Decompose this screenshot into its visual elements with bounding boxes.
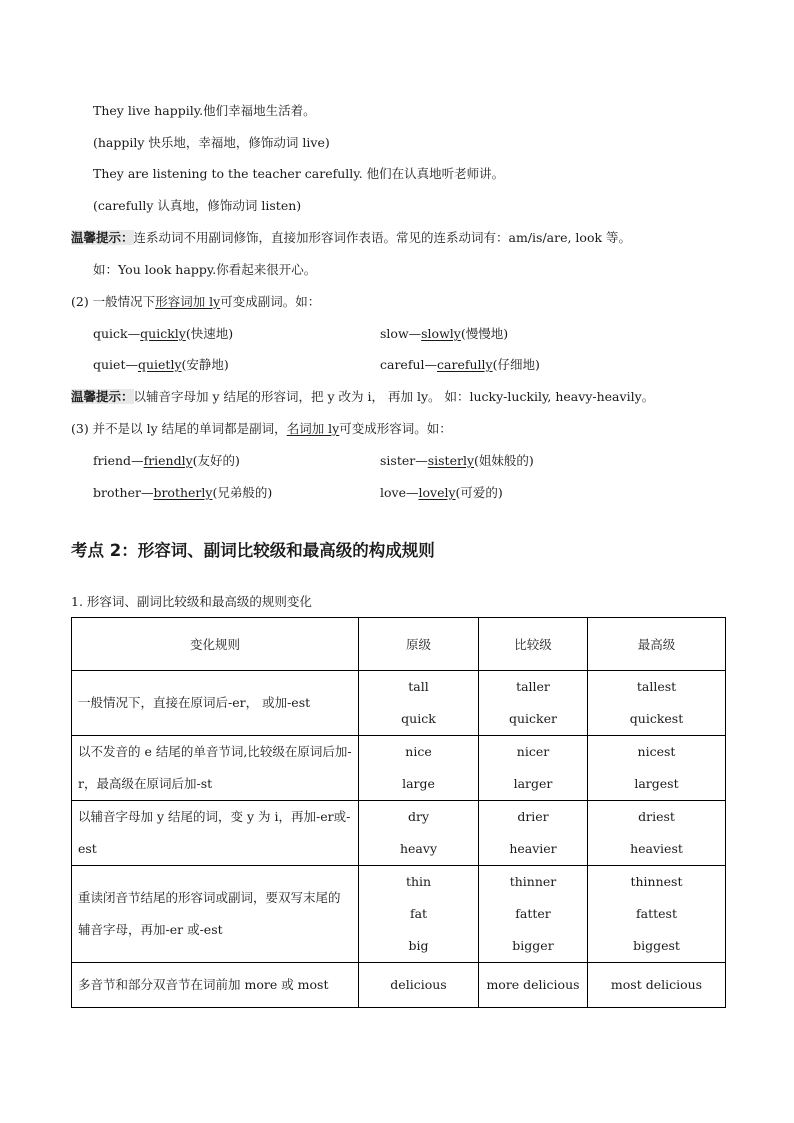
word-meaning: (安静地) bbox=[181, 357, 229, 372]
word-meaning: (友好的) bbox=[192, 453, 240, 468]
cell-word: quicker bbox=[509, 711, 557, 726]
cell-word: thin bbox=[405, 874, 432, 889]
cell-word: taller bbox=[516, 679, 550, 694]
base-cell bbox=[359, 866, 479, 963]
superlative-cell bbox=[588, 963, 726, 1008]
cell-word: big bbox=[408, 938, 429, 953]
cell-word: fattest bbox=[636, 906, 677, 921]
word-base: sister bbox=[380, 453, 416, 468]
cell-word: quickest bbox=[629, 711, 684, 726]
rule-2-heading bbox=[71, 294, 320, 310]
cell-word: large bbox=[402, 776, 435, 791]
word-meaning: (快速地) bbox=[185, 326, 234, 341]
example-note-2: (carefully 认真地，修饰动词 listen) bbox=[93, 198, 302, 213]
word-derived: slowly bbox=[421, 326, 461, 341]
word-base: slow bbox=[380, 326, 409, 341]
word-pair bbox=[93, 326, 233, 342]
cell-word: delicious bbox=[390, 977, 447, 992]
cell-word: largest bbox=[634, 776, 679, 791]
superlative-cell bbox=[588, 801, 726, 866]
tip-1 bbox=[71, 230, 631, 246]
tip-text: 以辅音字母加 y 结尾的形容词，把 y 改为 i， 再加 ly。 如：lucky-luckily, heavy-heavily。 bbox=[133, 389, 655, 404]
comparative-cell bbox=[479, 866, 588, 963]
word-base: quick bbox=[93, 326, 128, 341]
cell-word: tallest bbox=[636, 679, 677, 694]
comparison-table bbox=[71, 617, 726, 1008]
comparative-cell bbox=[479, 736, 588, 801]
word-pair bbox=[93, 485, 272, 501]
table-row bbox=[72, 963, 726, 1008]
table-row bbox=[72, 671, 726, 736]
header-comparative: 比较级 bbox=[479, 618, 588, 671]
dash: — bbox=[140, 485, 154, 500]
cell-word: driest bbox=[638, 809, 675, 824]
dash: — bbox=[125, 357, 138, 372]
rule-text-post: 可变成形容词。如： bbox=[339, 421, 452, 436]
word-meaning: (兄弟般的) bbox=[212, 485, 273, 500]
rule-cell: 多音节和部分双音节在词前加 more 或 most bbox=[72, 963, 359, 1008]
dash: — bbox=[424, 357, 438, 372]
base-cell bbox=[359, 801, 479, 866]
rule-cell: 以辅音字母加 y 结尾的词，变 y 为 i，再加-er或-est bbox=[72, 801, 359, 866]
word-base: careful bbox=[380, 357, 425, 372]
superlative-cell bbox=[588, 866, 726, 963]
cell-word: larger bbox=[513, 776, 553, 791]
cell-word: biggest bbox=[633, 938, 680, 953]
word-pair bbox=[380, 453, 534, 469]
rule-cell: 重读闭音节结尾的形容词或副词，要双写末尾的辅音字母，再加-er 或-est bbox=[72, 866, 359, 963]
word-meaning: (慢慢地) bbox=[460, 326, 509, 341]
dash: — bbox=[131, 453, 144, 468]
tip-2 bbox=[71, 389, 654, 405]
comparative-cell bbox=[479, 671, 588, 736]
rule-keyword: 名词加 ly bbox=[286, 421, 340, 436]
header-base: 原级 bbox=[359, 618, 479, 671]
tip-text: 连系动词不用副词修饰，直接加形容词作表语。常见的连系动词有：am/is/are, look 等。 bbox=[133, 230, 632, 245]
rule-text-post: 可变成副词。如： bbox=[220, 294, 321, 309]
rule-3-heading bbox=[71, 421, 452, 437]
cell-word: bigger bbox=[512, 938, 554, 953]
cell-word: drier bbox=[517, 809, 549, 824]
dash: — bbox=[127, 326, 141, 341]
cell-word: thinner bbox=[509, 874, 557, 889]
superlative-cell bbox=[588, 671, 726, 736]
word-meaning: (仔细地) bbox=[492, 357, 540, 372]
header-rule: 变化规则 bbox=[72, 618, 359, 671]
base-cell bbox=[359, 671, 479, 736]
word-pair bbox=[93, 357, 229, 373]
word-meaning: (可爱的) bbox=[455, 485, 503, 500]
word-base: love bbox=[380, 485, 406, 500]
rule-cell: 以不发音的 e 结尾的单音节词,比较级在原词后加-r，最高级在原词后加-st bbox=[72, 736, 359, 801]
table-row bbox=[72, 866, 726, 963]
cell-word: nice bbox=[405, 744, 432, 759]
example-sentence-2: They are listening to the teacher carefully. 他们在认真地听老师讲。 bbox=[93, 166, 505, 181]
cell-word: nicer bbox=[516, 744, 550, 759]
table-header-row bbox=[72, 618, 726, 671]
table-row bbox=[72, 801, 726, 866]
rule-cell: 一般情况下，直接在原词后-er， 或加-est bbox=[72, 671, 359, 736]
word-base: friend bbox=[93, 453, 132, 468]
cell-word: heavier bbox=[509, 841, 557, 856]
header-superlative: 最高级 bbox=[588, 618, 726, 671]
word-pair bbox=[380, 357, 540, 373]
cell-word: fatter bbox=[515, 906, 551, 921]
section-title: 考点 2：形容词、副词比较级和最高级的构成规则 bbox=[71, 541, 435, 560]
cell-word: more delicious bbox=[486, 977, 580, 992]
dash: — bbox=[408, 326, 422, 341]
dash: — bbox=[405, 485, 419, 500]
word-pair bbox=[380, 485, 503, 501]
word-derived: friendly bbox=[143, 453, 193, 468]
word-meaning: (姐妹般的) bbox=[474, 453, 534, 468]
superlative-cell bbox=[588, 736, 726, 801]
word-derived: sisterly bbox=[427, 453, 475, 468]
word-derived: quietly bbox=[137, 357, 182, 372]
cell-word: quick bbox=[401, 711, 436, 726]
cell-word: heaviest bbox=[630, 841, 683, 856]
word-base: brother bbox=[93, 485, 141, 500]
word-pair bbox=[93, 453, 240, 469]
cell-word: dry bbox=[407, 809, 430, 824]
word-derived: lovely bbox=[418, 485, 456, 500]
word-derived: quickly bbox=[140, 326, 186, 341]
word-derived: carefully bbox=[437, 357, 493, 372]
word-pair bbox=[380, 326, 508, 342]
word-base: quiet bbox=[93, 357, 126, 372]
dash: — bbox=[415, 453, 428, 468]
cell-word: heavy bbox=[399, 841, 438, 856]
rule-keyword: 形容词加 ly bbox=[155, 294, 221, 309]
example-note-1: (happily 快乐地，幸福地，修饰动词 live) bbox=[93, 135, 330, 150]
comparative-cell bbox=[479, 963, 588, 1008]
tip-label: 温馨提示： bbox=[71, 389, 134, 404]
word-derived: brotherly bbox=[153, 485, 213, 500]
comparative-cell bbox=[479, 801, 588, 866]
cell-word: nicest bbox=[637, 744, 676, 759]
example-sentence-1: They live happily.他们幸福地生活着。 bbox=[93, 103, 316, 118]
table-caption: 1. 形容词、副词比较级和最高级的规则变化 bbox=[71, 594, 312, 609]
tip-label: 温馨提示： bbox=[71, 230, 134, 245]
base-cell bbox=[359, 963, 479, 1008]
rule-text-pre: (3) 并不是以 ly 结尾的单词都是副词， bbox=[71, 421, 287, 436]
tip-1-example: 如：You look happy.你看起来很开心。 bbox=[93, 262, 317, 277]
cell-word: fat bbox=[409, 906, 428, 921]
rule-text-pre: (2) 一般情况下 bbox=[71, 294, 156, 309]
cell-word: tall bbox=[408, 679, 429, 694]
table-row bbox=[72, 736, 726, 801]
cell-word: thinnest bbox=[630, 874, 683, 889]
base-cell bbox=[359, 736, 479, 801]
cell-word: most delicious bbox=[610, 977, 703, 992]
